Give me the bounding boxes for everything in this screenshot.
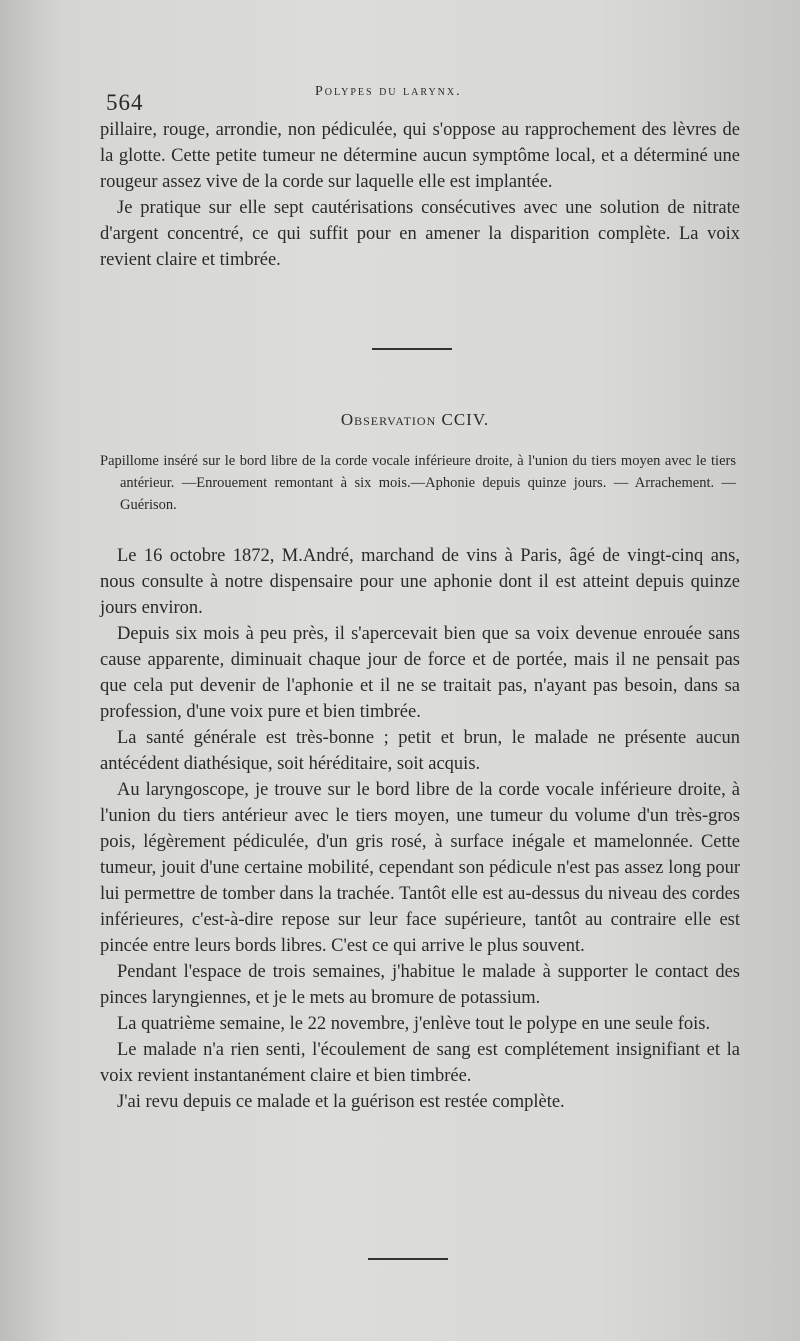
paragraph: Le 16 octobre 1872, M.André, marchand de vins à Paris, âgé de vingt-cinq ans, nous consulte à notre dispensaire pour une aphonie dont il est atteint depuis quinze jours environ.	[100, 546, 740, 618]
paragraph: Depuis six mois à peu près, il s'apercevait bien que sa voix devenue enrouée sans cause apparente, diminuait chaque jour de force et de portée, mais il ne pensait pas que cela put devenir de l'aphonie et il ne se traitait pas, n'ayant pas besoin, dans sa profession, d'une voix pure et bien timbrée.	[100, 624, 740, 722]
page-number: 564	[106, 90, 144, 115]
continued-text-block	[100, 117, 740, 273]
paragraph: Je pratique sur elle sept cautérisations consécutives avec une solution de nitrate d'argent concentré, ce qui suffit pour en amener la disparition complète. La voix revient claire et timbrée.	[100, 198, 740, 270]
observation-summary	[100, 450, 736, 516]
paragraph: Le malade n'a rien senti, l'écoulement de sang est complétement insignifiant et la voix revient instantanément claire et bien timbrée.	[100, 1040, 740, 1086]
running-title: Polypes du larynx.	[315, 84, 462, 99]
paragraph: J'ai revu depuis ce malade et la guérison est restée complète.	[117, 1092, 565, 1112]
observation-body	[100, 543, 740, 1115]
paragraph: pillaire, rouge, arrondie, non pédiculée, qui s'oppose au rapprochement des lèvres de la glotte. Cette petite tumeur ne détermine aucun symptôme local, et a déterminé une rougeur assez vive de la corde sur laquelle elle est implantée.	[100, 120, 740, 192]
page-header	[100, 72, 740, 115]
paragraph: Au laryngoscope, je trouve sur le bord libre de la corde vocale inférieure droite, à l'union du tiers antérieur avec le tiers moyen, une tumeur du volume d'un très-gros pois, légèrement pédiculée, d'un gris rosé, à surface inégale et mamelonnée. Cette tumeur, jouit d'une certaine mobilité, cependant son pédicule n'est pas assez long pour lui permettre de tomber dans la trachée. Tantôt elle est au-dessus du niveau des cordes inférieures, c'est-à-dire repose sur leur face supérieure, tantôt au contraire elle est pincée entre leurs bords libres. C'est ce qui arrive le plus souvent.	[100, 780, 740, 956]
section-divider	[372, 348, 452, 350]
observation-heading: Observation CCIV.	[340, 410, 490, 429]
paragraph: Pendant l'espace de trois semaines, j'habitue le malade à supporter le contact des pinces laryngiennes, et je le mets au bromure de potassium.	[100, 962, 740, 1008]
paragraph: La santé générale est très-bonne ; petit et brun, le malade ne présente aucun antécédent diathésique, soit héréditaire, soit acquis.	[100, 728, 740, 774]
summary-text: Papillome inséré sur le bord libre de la corde vocale inférieure droite, à l'union du tiers moyen avec le tiers antérieur. —Enrouement remontant à six mois.—Aphonie depuis quinze jours. — Arrachement. — Guérison.	[100, 453, 736, 513]
end-divider	[368, 1258, 448, 1260]
paragraph: La quatrième semaine, le 22 novembre, j'enlève tout le polype en une seule fois.	[117, 1014, 711, 1034]
